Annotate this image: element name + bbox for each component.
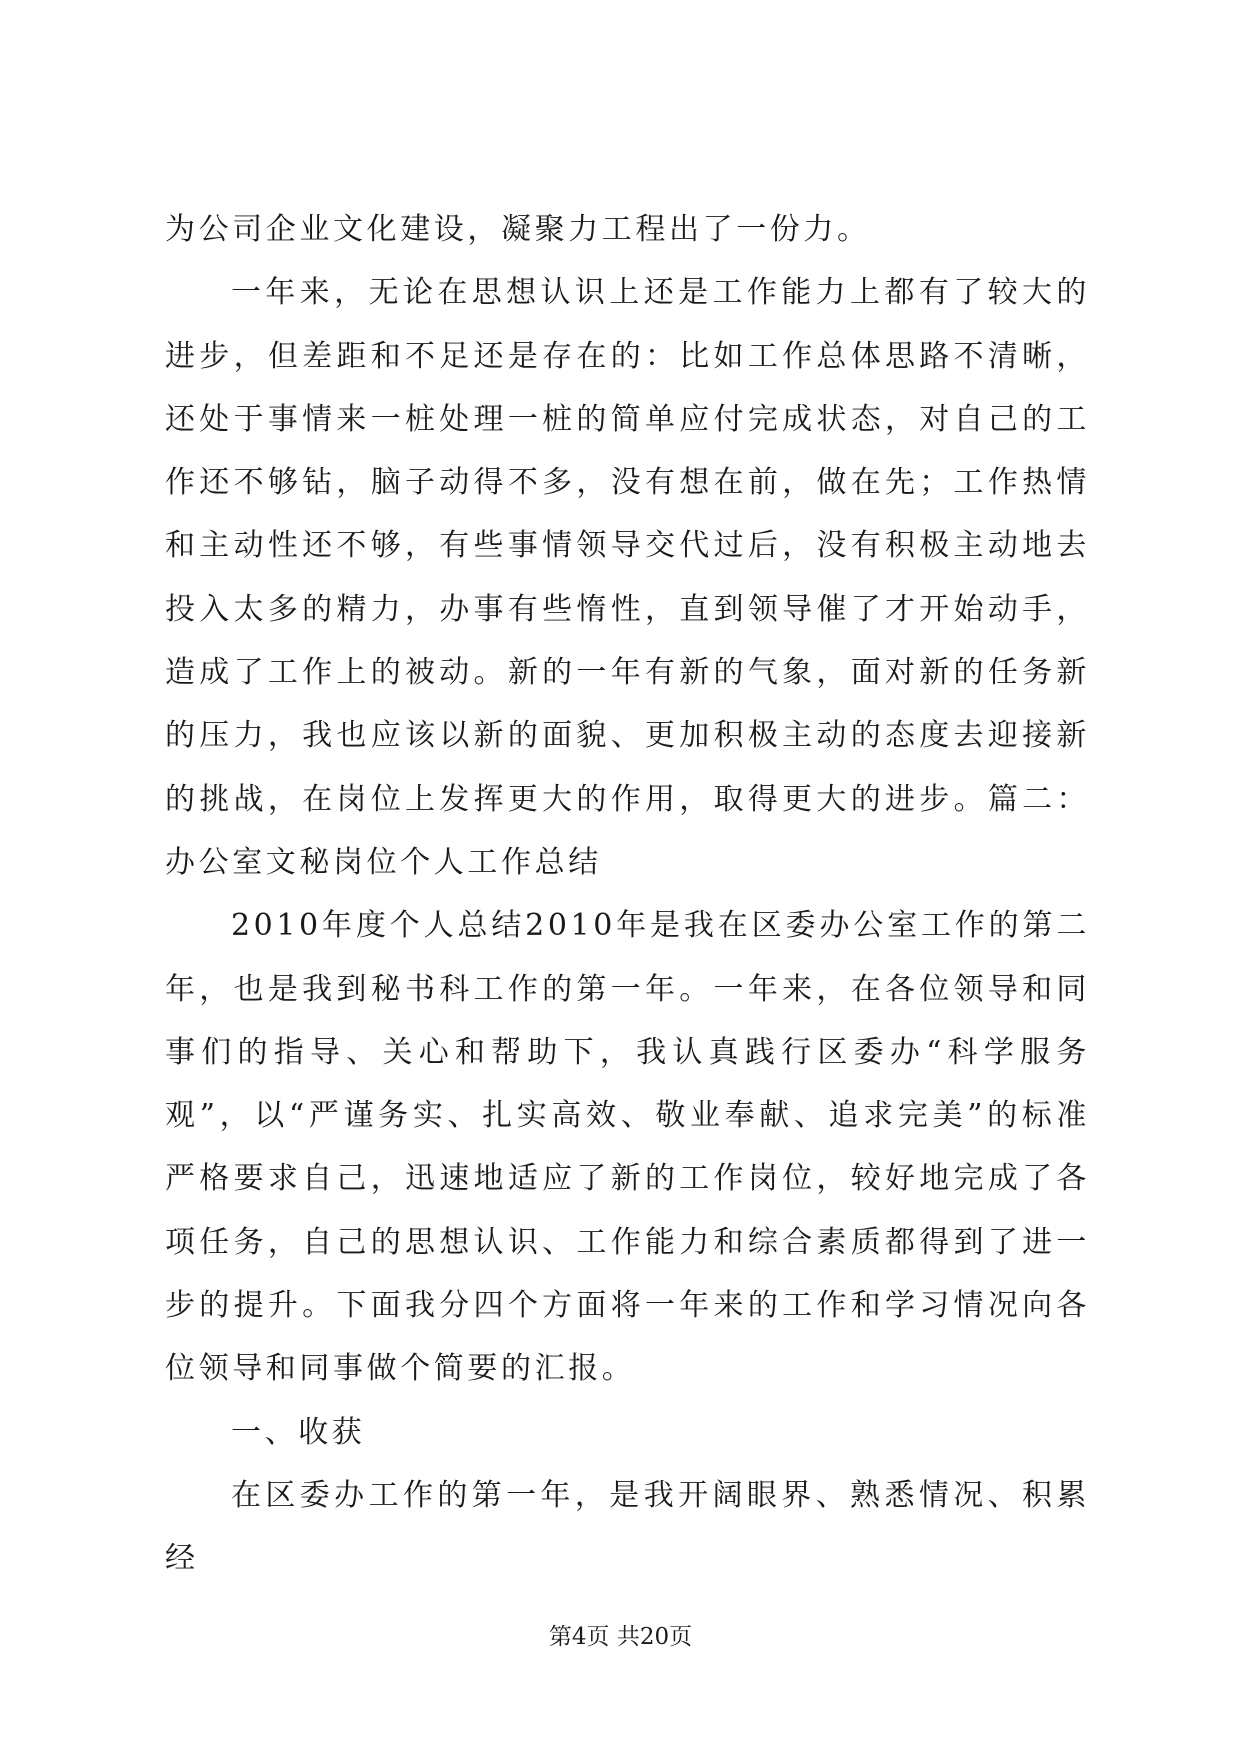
paragraph-gains-start: 在区委办工作的第一年，是我开阔眼界、熟悉情况、积累经 xyxy=(165,1477,1090,1577)
paragraph-continuation: 为公司企业文化建设，凝聚力工程出了一份力。 xyxy=(165,212,871,247)
body-text xyxy=(165,198,1090,1591)
section-heading-gains: 一、收获 xyxy=(231,1414,366,1450)
paragraph-shortcomings: 一年来，无论在思想认识上还是工作能力上都有了较大的进步，但差距和不足还是存在的：比如工作总体思路不清晰，还处于事情来一桩处理一桩的简单应付完成状态，对自己的工作还不够钻，脑子动得不多，没有想在前，做在先；工作热情和主动性还不够，有些事情领导交代过后，没有积极主动地去投入太多的精力，办事有些惰性，直到领导催了才开始动手，造成了工作上的被动。新的一年有新的气象，面对新的任务新的压力，我也应该以新的面貌、更加积极主动的态度去迎接新的挑战，在岗位上发挥更大的作用，取得更大的进步。篇二：办公室文秘岗位个人工作总结 xyxy=(165,275,1090,880)
paragraph-annual-summary: 2010年度个人总结2010年是我在区委办公室工作的第二年，也是我到秘书科工作的第一年。一年来，在各位领导和同事们的指导、关心和帮助下，我认真践行区委办“科学服务观”，以“严谨务实、扎实高效、敬业奉献、追求完美”的标准严格要求自己，迅速地适应了新的工作岗位，较好地完成了各项任务，自己的思想认识、工作能力和综合素质都得到了进一步的提升。下面我分四个方面将一年来的工作和学习情况向各位领导和同事做个简要的汇报。 xyxy=(165,908,1090,1387)
page-number-footer: 第4页 共20页 xyxy=(548,1624,693,1650)
